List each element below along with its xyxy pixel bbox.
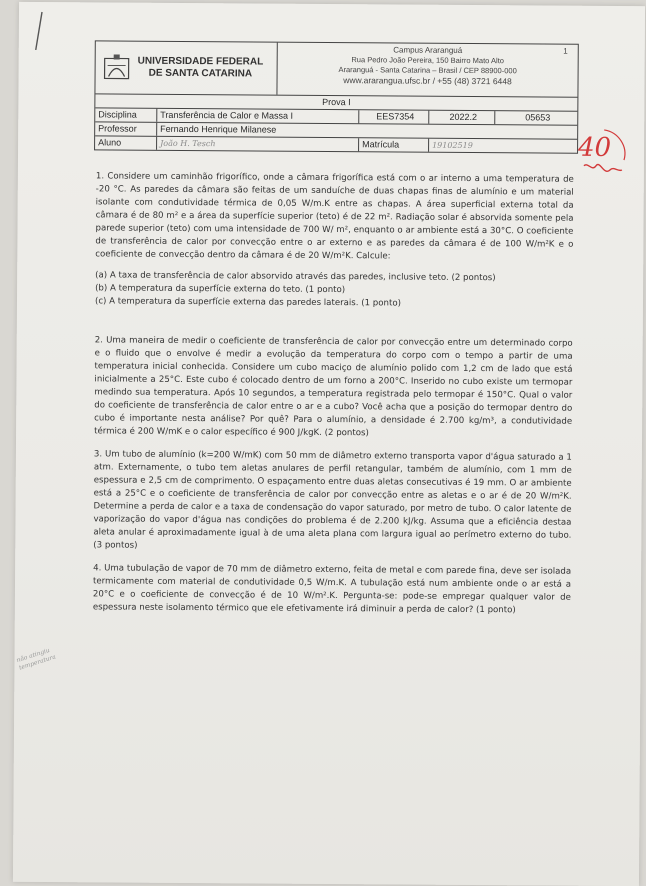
exam-sheet: [13, 2, 645, 886]
grade-mark: [574, 126, 630, 188]
question-3: 3. Um tubo de alumínio (k=200 W/mK) com 50 mm de diâmetro externo transporta vapor d'água saturado a 1 atm. Externamente, o tubo tem aletas anulares de perfil retangular, também de alumínio, com 1 mm de espessura e 2,5 cm de comprimento. O espaçamento entre duas aletas consecutivas é 19 mm. O ar ambiente está a 25°C e o coeficiente de transferência de calor por convecção entre as aletas e o ar é de 20 W/m²K. Determine a perda de calor e a taxa de condensação do vapor saturado, por metro de tubo. O calor latente de vaporização do vapor d'água nas condições do problema é de 2.200 kJ/kg. Assuma que a eficiência destaa aleta anular é aproximadamente igual à de uma aleta plana com largura igual ao perímetro externo do tubo. (3 pontos): [93, 449, 572, 551]
pen-stroke-mark: [33, 10, 45, 52]
grade-value: 40: [577, 132, 612, 163]
question-1: 1. Considere um caminhão frigorífico, onde a câmara frigorífica está com o ar interno a uma temperatura de -20 °C. As paredes da câmara são feitas de um sanduíche de duas chapas finas de alumínio e um material isolante com condutividade térmica de 0,05 W/m.K entre as chapas. A área superficial externa total da câmara é de 80 m² e a área da superfície superior (teto) é de 22 m². Radiação solar é absorvida somente pela parede superior (teto) com uma intensidade de 700 W/ m², enquanto o ar ambiente está a 30°C. O coeficiente de transferência de calor por convecção entre o ar externo e as paredes da câmara é de 100 W/m²K e o coeficiente de convecção dentro da câmara é de 20 W/m²K. Calcule:: [95, 171, 574, 262]
exam-title: Prova I: [95, 94, 577, 111]
question-2: 2. Uma maneira de medir o coeficiente de transferência de calor por convecção entre um determinado corpo e o fluido que o envolve é medir a evolução da temperatura do corpo com o tempo a partir de uma temperatura inicial conhecida. Considere um cubo maciço de alumínio polido com 1,2 cm de lado que está inicialmente a 25°C. Este cubo é colocado dentro de um forno a 200°C. Inserido no cubo existe um termopar medindo sua temperatura. Após 10 segundos, a temperatura registrada pelo termopar é 150°C. Qual o valor do coeficiente de transferência de calor entre o ar e a cubo? Você acha que a posição do termopar dentro do cubo é importante nesta análise? Por quê? Para o alumínio, a densidade é 2.700 kg/m³, a condutividade térmica é 200 W/mK e o calor específico é 900 J/kgK. (2 pontos): [94, 335, 573, 439]
website-phone: www.ararangua.ufsc.br / +55 (48) 3721 6448: [343, 75, 512, 87]
ufsc-seal-icon: [102, 52, 132, 82]
question-1a: (a) A taxa de transferência de calor absorvido através das paredes, inclusive teto. (2 pontos): [95, 270, 496, 284]
question-1b: (b) A temperatura da superfície externa do teto. (1 ponto): [95, 283, 346, 296]
discipline-label: Disciplina: [95, 108, 157, 121]
university-name-line1: UNIVERSIDADE FEDERAL: [137, 55, 264, 68]
exam-header: [94, 40, 579, 153]
address-line1: Rua Pedro João Pereira, 150 Bairro Mato Alto: [351, 55, 505, 66]
university-name-line2: DE SANTA CATARINA: [148, 67, 253, 80]
margin-handwritten-note: não atingiu temperatura: [15, 646, 57, 672]
registration-value-handwritten: 19102519: [432, 140, 473, 150]
question-1c: (c) A temperatura da superfície externa das paredes laterais. (1 ponto): [94, 296, 401, 309]
exam-questions: [93, 170, 574, 617]
professor-name: Fernando Henrique Milanese: [160, 123, 277, 135]
student-row: [95, 136, 577, 152]
semester: 2022.2: [429, 111, 495, 124]
class-code: 05653: [525, 112, 551, 123]
professor-label: Professor: [95, 122, 157, 135]
registration-label: Matrícula: [359, 138, 429, 151]
page-number: 1: [563, 46, 568, 56]
address-block: [277, 43, 577, 97]
university-logo-block: [95, 41, 277, 94]
address-line2: Araranguá - Santa Catarina – Brasil / CEP 88900-000: [338, 65, 517, 76]
course-code: EES7354: [359, 110, 429, 123]
question-4: 4. Uma tubulação de vapor de 70 mm de diâmetro externo, feita de metal e com parede fina, deve ser isolada termicamente com material de condutividade 0,5 W/m.K. A tubulação está num ambiente onde o ar está a 20°C e o coeficiente de convecção é de 10 W/m².K. Pergunta-se: pode-se empregar qualquer valor de espessura neste isolamento térmico que ele efetivamente irá diminuir a perda de calor? (1 ponto): [92, 563, 572, 616]
student-label: Aluno: [95, 136, 157, 149]
discipline-name: Transferência de Calor e Massa I: [157, 109, 359, 123]
student-name-handwritten: João H. Tesch: [157, 137, 359, 151]
campus-name: Campus Araranguá: [393, 45, 463, 55]
